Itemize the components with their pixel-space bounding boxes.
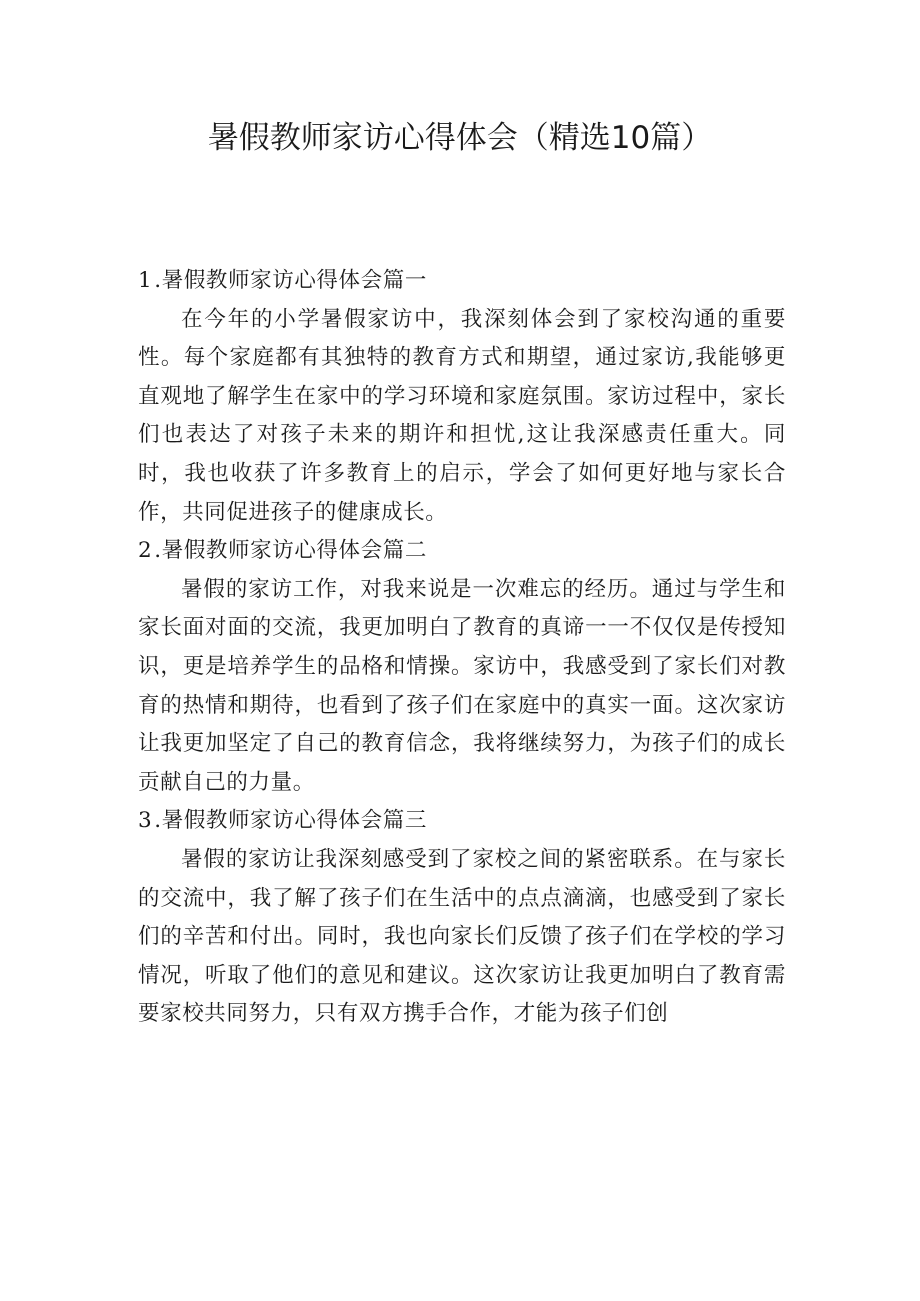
document-title: 暑假教师家访心得体会（精选10篇） xyxy=(207,120,713,156)
section-paragraph-1: 在今年的小学暑假家访中，我深刻体会到了家校沟通的重要性。每个家庭都有其独特的教育方式和期望，通过家访,我能够更直观地了解学生在家中的学习环境和家庭氛围。家访过程中，家长们也表达了对孩子未来的期许和担忧,这让我深感责任重大。同时，我也收获了许多教育上的启示，学会了如何更好地与家长合作，共同促进孩子的健康成长。 xyxy=(138,306,786,525)
section-heading-text: .暑假教师家访心得体会篇一 xyxy=(154,268,427,293)
section-number: 3 xyxy=(138,808,153,834)
document-body xyxy=(138,262,786,1034)
section-heading-3 xyxy=(138,802,786,841)
section-heading-2 xyxy=(138,532,786,571)
section-heading-text: .暑假教师家访心得体会篇三 xyxy=(154,808,427,834)
section-paragraph-2: 暑假的家访工作，对我来说是一次难忘的经历。通过与学生和家长面对面的交流，我更加明白了教育的真谛一一不仅仅是传授知识，更是培养学生的品格和情操。家访中，我感受到了家长们对教育的热情和期待，也看到了孩子们在家庭中的真实一面。这次家访让我更加坚定了自己的教育信念，我将继续努力，为孩子们的成长贡献自己的力量。 xyxy=(138,576,786,795)
section-heading-text: .暑假教师家访心得体会篇二 xyxy=(154,538,427,564)
section-number: 2 xyxy=(138,538,153,564)
section-paragraph-3: 暑假的家访让我深刻感受到了家校之间的紧密联系。在与家长的交流中，我了解了孩子们在生活中的点点滴滴，也感受到了家长们的辛苦和付出。同时，我也向家长们反馈了孩子们在学校的学习情况，听取了他们的意见和建议。这次家访让我更加明白了教育需要家校共同努力，只有双方携手合作，才能为孩子们创 xyxy=(138,846,786,1027)
section-number: 1 xyxy=(138,268,153,293)
section-heading-1 xyxy=(138,262,786,301)
